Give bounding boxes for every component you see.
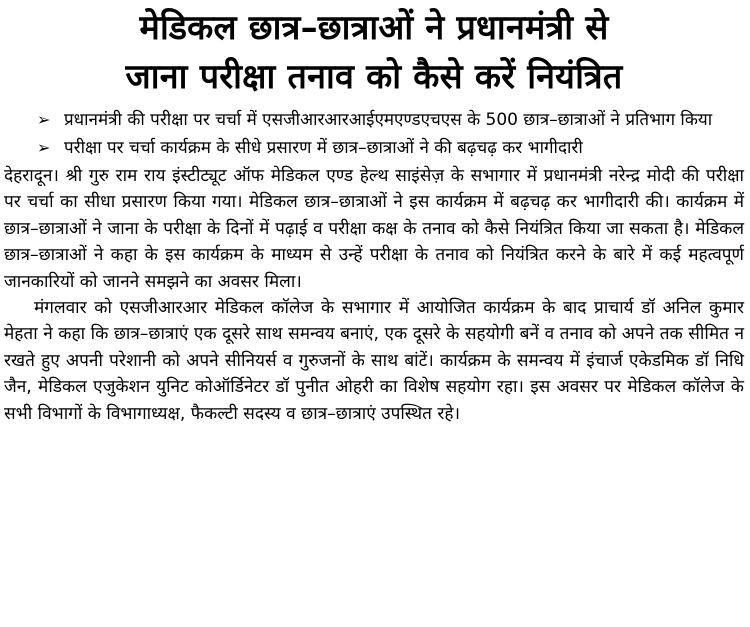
body-paragraph-2: मंगलवार को एसजीआरआर मेडिकल कॉलेज के सभागार में आयोजित कार्यक्रम के बाद प्राचार्य डॉ अनिल कुमार मेहता ने कहा कि छात्र–छात्राएं एक दूसरे साथ समन्वय बनाएं, एक दूसरे के सहयोगी बनें व तनाव को अपने तक सीमित न रखते हुए अपनी परेशानी को अपने सीनियर्स व गुरुजनों के साथ बांटें। कार्यक्रम के समन्वय में इंचार्ज एकेडमिक डॉ निधि जैन, मेडिकल एजुकेशन युनिट कोऑर्डिनेटर डॉ पुनीत ओहरी का विशेष सहयोग रहा। इस अवसर पर मेडिकल कॉलेज के सभी विभागों के विभागाध्यक्ष, फैकल्टी सदस्य व छात्र–छात्राएं उपस्थित रहे। <box>4 298 744 424</box>
headline-line-1: मेडिकल छात्र–छात्राओं ने प्रधानमंत्री से <box>139 8 609 48</box>
arrow-bullet-icon: ➢ <box>37 110 51 129</box>
arrow-bullet-icon: ➢ <box>37 138 51 157</box>
body-paragraph-1: देहरादून। श्री गुरु राम राय इंस्टीट्यूट ऑफ मेडिकल एण्ड हेल्थ साइंसेज़ के सभागार में प्रधानमंत्री नरेन्द्र मोदी की परीक्षा पर चर्चा का सीधा प्रसारण किया गया। मेडिकल छात्र–छात्राओं ने इस कार्यक्रम में बढ़चढ़ कर भागीदारी की। कार्यक्रम में छात्र–छात्राओं ने जाना के परीक्षा के दिनों में पढ़ाई व परीक्षा कक्ष के तनाव को कैसे नियंत्रित किया जा सकता है। मेडिकल छात्र–छात्राओं ने कहा के इस कार्यक्रम के माध्यम से उन्हें परीक्षा के तनाव को नियंत्रित करने के बारे में कई महत्वपूर्ण जानकारियों को जानने समझने का अवसर मिला। <box>4 166 744 292</box>
highlight-item <box>4 135 744 161</box>
highlight-text: प्रधानमंत्री की परीक्षा पर चर्चा में एसजीआरआरआईएमएण्डएचएस के 500 छात्र–छात्राओं ने प्रतिभाग किया <box>64 110 713 130</box>
highlight-list <box>4 107 744 161</box>
highlight-text: परीक्षा पर चर्चा कार्यक्रम के सीधे प्रसारण में छात्र–छात्राओं ने की बढ़चढ़ कर भागीदारी <box>64 138 583 158</box>
headline <box>4 4 744 102</box>
highlight-item <box>4 107 744 133</box>
headline-line-2: जाना परीक्षा तनाव को कैसे करें नियंत्रित <box>125 57 623 97</box>
